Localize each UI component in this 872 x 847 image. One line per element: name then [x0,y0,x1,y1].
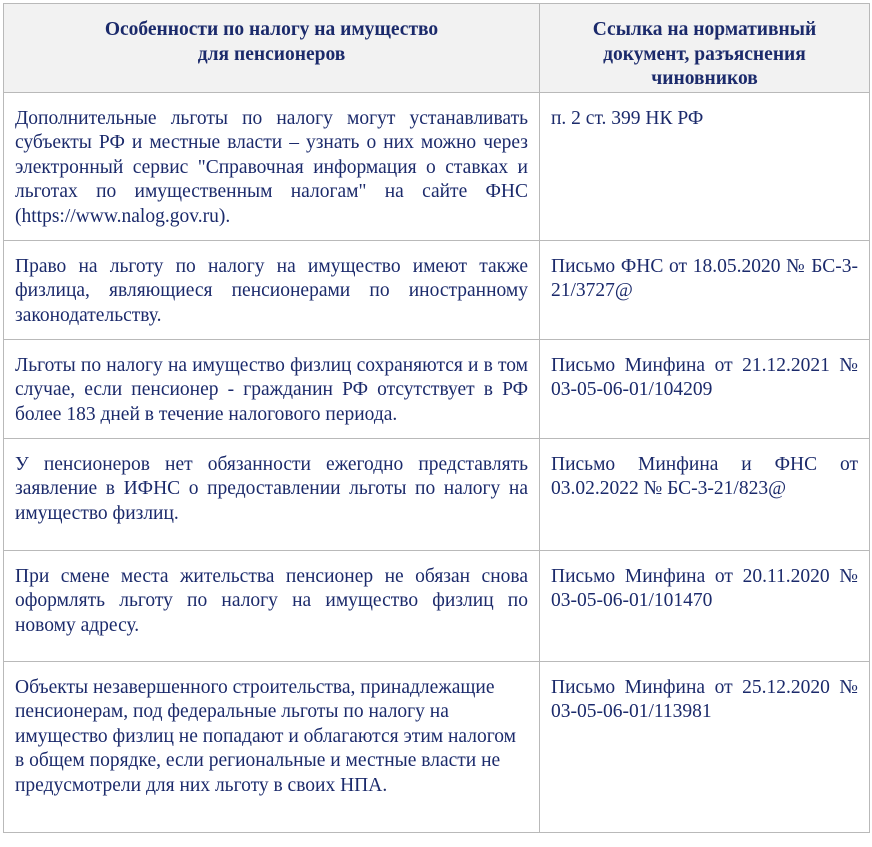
header-reference-line-1: Ссылка на нормативный [592,19,817,40]
table-row [4,438,870,550]
table-row [4,661,870,832]
feature-cell: Льготы по налогу на имущество физлиц сохраняются и в том случае, если пенсионер - гражданин РФ отсутствует в РФ более 183 дней в течение налогового периода. [4,339,540,438]
header-features-line-1: Особенности по налогу на имущество [104,19,439,40]
reference-cell: Письмо Минфина от 25.12.2020 № 03-05-06-01/113981 [540,661,870,832]
reference-cell: Письмо Минфина от 20.11.2020 № 03-05-06-01/101470 [540,550,870,661]
header-reference-line-3: чиновников [651,68,758,89]
reference-cell: п. 2 ст. 399 НК РФ [540,92,870,240]
feature-cell: Дополнительные льготы по налогу могут устанавливать субъекты РФ и местные власти – узнать о них можно через электронный сервис "Справочная информация о ставках и льготах по имущественным налогам" на сайте ФНС (https://www.nalog.gov.ru). [4,92,540,240]
reference-cell: Письмо Минфина и ФНС от 03.02.2022 № БС-3-21/823@ [540,438,870,550]
reference-cell: Письмо Минфина от 21.12.2021 № 03-05-06-01/104209 [540,339,870,438]
table-row [4,550,870,661]
table-row [4,240,870,339]
feature-cell: Право на льготу по налогу на имущество имеют также физлица, являющиеся пенсионерами по иностранному законодательству. [4,240,540,339]
header-features [4,4,540,93]
table-header-row [4,4,870,93]
header-reference-line-2: документ, разъяснения [603,43,806,65]
feature-cell: При смене места жительства пенсионер не обязан снова оформлять льготу по налогу на имущество физлиц по новому адресу. [4,550,540,661]
pensioner-tax-table [3,3,870,833]
header-reference [540,4,870,93]
feature-cell: Объекты незавершенного строительства, принадлежащие пенсионерам, под федеральные льготы по налогу на имущество физлиц не попадают и облагаются этим налогом в общем порядке, если региональные и местные власти не предусмотрели для них льготу в своих НПА. [4,661,540,832]
header-features-line-2: для пенсионеров [197,43,346,65]
feature-cell: У пенсионеров нет обязанности ежегодно представлять заявление в ИФНС о предоставлении льготы по налогу на имущество физлиц. [4,438,540,550]
table-row [4,92,870,240]
table-row [4,339,870,438]
reference-cell: Письмо ФНС от 18.05.2020 № БС-3-21/3727@ [540,240,870,339]
